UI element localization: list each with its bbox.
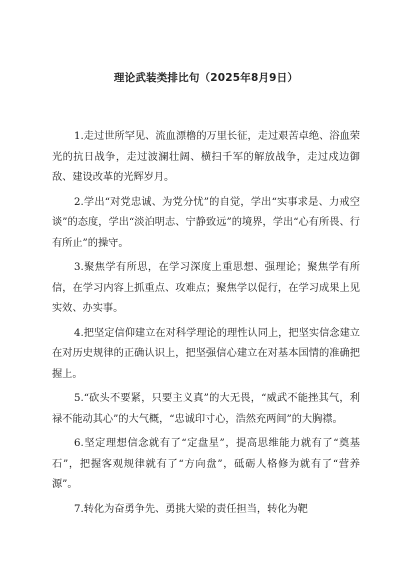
paragraph-7: 7.转化为奋勇争先、勇挑大梁的责任担当，转化为靶 [74, 503, 308, 515]
paragraph-5: 5.“砍头不要紧，只要主义真”的大无畏，“威武不能挫其气，利禄不能动其心”的大气概，“忠诚印寸心，浩然充两间”的大胸襟。 [52, 393, 360, 425]
paragraph-4: 4.把坚定信仰建立在对科学理论的理性认同上，把坚实信念建立在对历史规律的正确认识上，把坚强信心建立在对基本国情的准确把握上。 [52, 327, 360, 380]
paragraph-6: 6.坚定理想信念就有了“定盘星”，提高思维能力就有了“奠基石”，把握客观规律就有了“方向盘”，砥砺人格修为就有了“营养源”。 [52, 438, 360, 490]
paragraph-1: 1.走过世所罕见、流血漂橹的万里长征，走过艰苦卓绝、浴血荣光的抗日战争，走过波澜壮阔、横扫千军的解放战争，走过戍边御敌、建设改革的光辉岁月。 [52, 131, 360, 183]
paragraph-2: 2.学出“对党忠诚、为党分忧”的自觉，学出“实事求是、力戒空谈”的态度，学出“淡泊明志、宁静致远”的境界，学出“心有所畏、行有所止”的操守。 [52, 196, 360, 249]
paragraph-3: 3.聚焦学有所思，在学习深度上重思想、强理论；聚焦学有所信，在学习内容上抓重点、攻难点；聚焦学以促行，在学习成果上见实效、办实事。 [52, 262, 360, 314]
document-title: 理论武装类排比句（2025年8月9日） [113, 72, 299, 84]
